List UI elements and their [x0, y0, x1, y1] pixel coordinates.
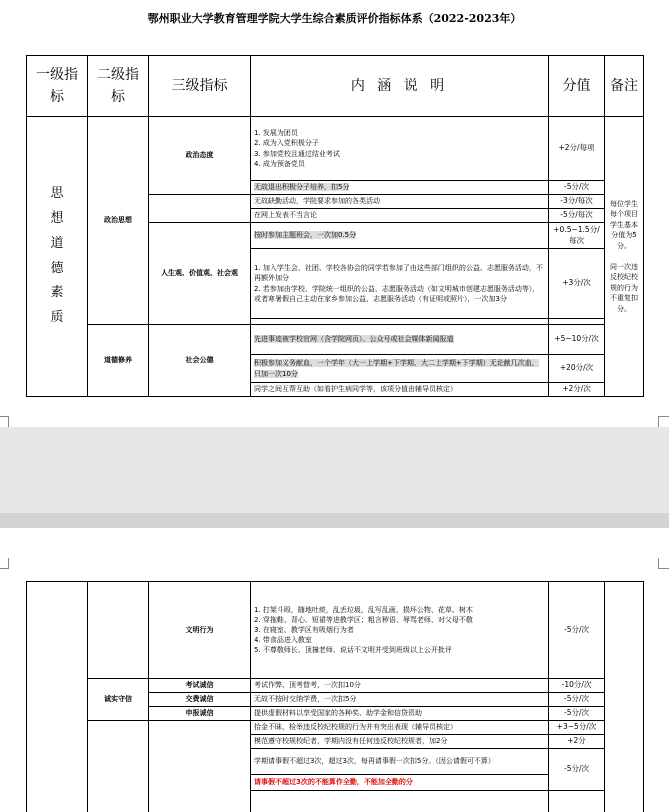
- theme-meeting-text: 按时参加主题班会，一次加0.5分: [254, 231, 357, 240]
- page-title: 鄂州职业大学教育管理学院大学生综合素质评价指标体系（2022-2023年）: [147, 12, 522, 25]
- header-level2: 二级指标: [88, 56, 149, 117]
- level3-civil-behavior: 文明行为: [149, 582, 251, 679]
- level3-exam-honesty: 考试诚信: [149, 679, 251, 693]
- header-level3: 三级指标: [149, 56, 251, 117]
- civil-behavior-items: 1. 打架斗殴，随地吐痰，乱丢垃圾，乱写乱画，损坏公物、花草、树木 2. 穿拖鞋、背心、短裙等进教学区；粗言秽语、辱骂老师、对父母不敬 3. 在寝室、教学区有吸烟行为者 4. 带食品进入教室 5. 不尊敬师长、顶撞老师、说话不文明并受到班级以上公开批评: [251, 582, 549, 679]
- civil-behavior-score: -5分/次: [549, 582, 605, 679]
- exam-cheating-score: -10分/次: [549, 679, 605, 693]
- mutual-help-text: 同学之间互帮互助（如看护生病同学等，该项分值由辅导员核定）: [251, 383, 549, 397]
- model-discipline-text: 模范遵守校规校纪者，学期内没有任何违反校纪校规者，加2分: [251, 734, 549, 748]
- level1-moral-quality: [27, 117, 88, 397]
- level3-public-morality: 社会公德: [149, 325, 251, 397]
- row-blood-donation: [251, 355, 549, 383]
- row-theme-meeting: [251, 223, 549, 249]
- attitude-items: 1. 发展为团员 2. 成为入党积极分子 3. 参加党校且通过结业考试 4. 成为预备党员: [251, 117, 549, 181]
- header-remark: 备注: [605, 56, 644, 117]
- exam-cheating-text: 考试作弊、顶考替考，一次扣10分: [251, 679, 549, 693]
- crop-mark: [658, 568, 669, 569]
- p2-level3-lower-empty: [149, 720, 251, 812]
- blood-donation-score: +20分/次: [549, 355, 605, 383]
- model-discipline-score: +2分: [549, 734, 605, 748]
- level2-honesty: 诚实守信: [88, 679, 149, 721]
- p2-overflow-row: [251, 790, 549, 812]
- cancel-activist-text: 无故退出积极分子培养，扣5分: [254, 183, 350, 192]
- found-items-score: +3~5分/次: [549, 720, 605, 734]
- level3-report-honesty: 申报诚信: [149, 706, 251, 720]
- p2-level2-lower-empty: [88, 720, 149, 812]
- cancel-activist-score: -5分/次: [549, 181, 605, 195]
- improper-speech-text: 在网上发表不当言论: [251, 209, 549, 223]
- crop-mark: [8, 416, 9, 427]
- absent-activities-text: 无故缺勤活动，学院要求参加的各类活动: [251, 195, 549, 209]
- theme-meeting-score: +0.5~1.5分/每次: [549, 223, 605, 249]
- found-items-text: 拾金不昧，检举违反校纪校规的行为并有突出表现（辅导员核定）: [251, 720, 549, 734]
- row-cancel-activist: [251, 181, 549, 195]
- blood-donation-text: 积极参加义务献血，一个学年（大一上学期+下学期、大二上学期+下学期）无论献几次血，只加一次10分: [254, 359, 539, 378]
- mutual-help-score: +2分/次: [549, 383, 605, 397]
- false-report-score: -5分/次: [549, 706, 605, 720]
- good-deeds-text: 先进事迹被学校官网（含学院网页）、公众号或社会媒体新闻报道: [254, 335, 454, 344]
- political-empty-cell: [149, 195, 251, 223]
- late-fee-text: 无故不按时交纳学费，一次扣5分: [251, 692, 549, 706]
- header-score: 分值: [549, 56, 605, 117]
- header-level1: 一级指标: [27, 56, 88, 117]
- level3-political-attitude: 政治态度: [149, 117, 251, 195]
- crop-mark: [0, 416, 8, 417]
- document-page-2: [0, 528, 669, 812]
- leave-attendance-warning: 请事假不超过3次的不能算作全勤，不能加全勤的分: [251, 774, 549, 790]
- p2-level2-empty: [88, 582, 149, 679]
- level1-label: 思想道德素质: [50, 186, 64, 325]
- crop-mark: [8, 558, 9, 569]
- p2-overflow-score: [549, 790, 605, 812]
- header-content: 内 涵 说 明: [251, 56, 549, 117]
- crop-mark: [658, 416, 669, 417]
- volunteer-score: +3分/次: [549, 249, 605, 319]
- crop-mark: [658, 416, 659, 427]
- page-separator: [0, 427, 669, 528]
- personal-leave-text: 学期请事假不超过3次，超过3次，每再请事假一次扣5分。（因公请假可不算）: [251, 748, 549, 774]
- p2-remark-empty: [605, 582, 644, 812]
- remark-note: 每位学生每个项目学生基本分值为5分。 同一次违反校纪校规的行为不重复扣分。: [605, 117, 644, 397]
- crop-mark: [0, 568, 8, 569]
- volunteer-text: 1. 加入学生会、社团、学校各协会的同学若参加了由这些部门组织的公益、志愿服务活动，不再额外加分 2. 若参加由学校、学院统一组织的公益、志愿服务活动（如文明城市创建志愿服务活动等），或者寒暑假自己主动在家乡参加公益、志愿服务活动（有证明或照片），一次加3分: [251, 249, 549, 319]
- level2-moral-cultivation: 道德修养: [88, 325, 149, 397]
- absent-activities-score: -3分/每次: [549, 195, 605, 209]
- row-good-deeds: [251, 325, 549, 355]
- level3-fee-honesty: 交费诚信: [149, 692, 251, 706]
- good-deeds-score: +5~10分/次: [549, 325, 605, 355]
- p2-level1-empty: [27, 582, 88, 812]
- crop-mark: [658, 558, 659, 569]
- attitude-items-score: +2分/每项: [549, 117, 605, 181]
- level3-outlook-values: 人生观、价值观、社会观: [149, 223, 251, 325]
- evaluation-table-page-2: [26, 581, 644, 812]
- improper-speech-score: -5分/每次: [549, 209, 605, 223]
- personal-leave-score: -5分/次: [549, 748, 605, 790]
- false-report-text: 提供虚假材料以享受国家的各种奖、助学金和信贷资助: [251, 706, 549, 720]
- level2-political: 政治思想: [88, 117, 149, 325]
- late-fee-score: -5分/次: [549, 692, 605, 706]
- evaluation-table-page-1: [26, 55, 644, 397]
